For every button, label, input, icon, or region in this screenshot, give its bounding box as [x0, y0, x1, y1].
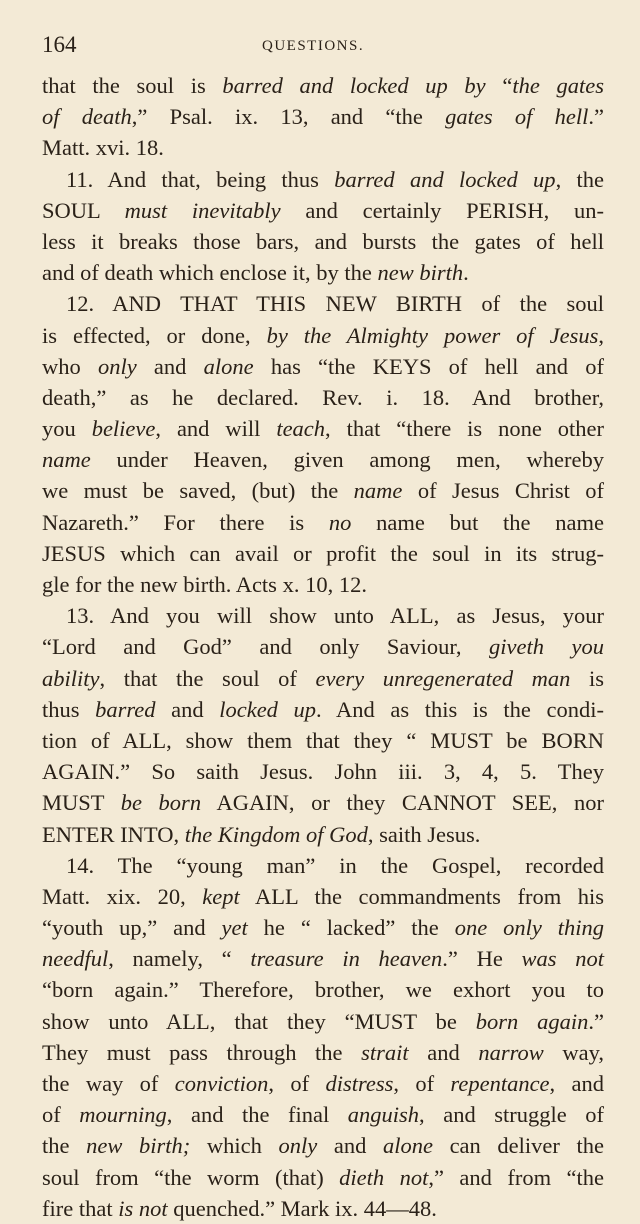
text-line: JESUS which can avail or profit the soul in its strug-: [42, 540, 604, 566]
text-line: of mourning, and the final anguish, and struggle of: [42, 1102, 604, 1128]
text-line: and of death which enclose it, by the new birth.: [42, 260, 469, 286]
text-line: ability, that the soul of every unregenerated man is: [42, 665, 604, 691]
running-head: QUESTIONS.: [262, 38, 365, 54]
text-line: Matt. xvi. 18.: [42, 135, 164, 161]
text-line: “youth up,” and yet he “ lacked” the one only thing: [42, 915, 604, 941]
text-line: thus barred and locked up. And as this is the condi-: [42, 696, 604, 722]
text-line: fire that is not quenched.” Mark ix. 44—48.: [42, 1195, 437, 1221]
text-line: MUST be born AGAIN, or they CANNOT SEE, nor: [42, 790, 605, 816]
text-line: less it breaks those bars, and bursts the gates of hell: [42, 228, 604, 254]
text-line: name under Heaven, given among men, whereby: [42, 447, 604, 473]
text-line: you believe, and will teach, that “there is none other: [42, 416, 605, 442]
text-line: 14. The “young man” in the Gospel, recorded: [66, 852, 604, 878]
text-line: “Lord and God” and only Saviour, giveth you: [42, 634, 604, 660]
text-line: AGAIN.” So saith Jesus. John iii. 3, 4, 5. They: [42, 759, 604, 785]
page-number: 164: [42, 32, 77, 57]
text-line: SOUL must inevitably and certainly PERISH, un-: [42, 197, 604, 223]
text-line: “born again.” Therefore, brother, we exhort you to: [42, 977, 604, 1003]
text-line: is effected, or done, by the Almighty power of Jesus,: [42, 322, 604, 348]
text-line: 11. And that, being thus barred and locked up, the: [66, 166, 604, 192]
text-line: the way of conviction, of distress, of repentance, and: [42, 1071, 604, 1096]
text-line: who only and alone has “the KEYS of hell and of: [42, 353, 605, 379]
text-line: Nazareth.” For there is no name but the name: [42, 509, 604, 535]
text-line: They must pass through the strait and narrow way,: [42, 1039, 604, 1065]
text-line: tion of ALL, show them that they “ MUST be BORN: [42, 727, 604, 753]
text-line: show unto ALL, that they “MUST be born again.”: [42, 1008, 604, 1034]
text-line: Matt. xix. 20, kept ALL the commandments from his: [42, 883, 604, 909]
text-line: 12. AND THAT THIS NEW BIRTH of the soul: [66, 291, 604, 317]
text-line: the new birth; which only and alone can deliver the: [42, 1133, 604, 1159]
text-line: soul from “the worm (that) dieth not,” and from “the: [42, 1164, 605, 1190]
text-line: death,” as he declared. Rev. i. 18. And brother,: [42, 384, 604, 410]
page-header: [42, 30, 604, 70]
text-line: needful, namely, “ treasure in heaven.” He was not: [42, 946, 604, 972]
body-text: [42, 70, 604, 1224]
text-line: of death,” Psal. ix. 13, and “the gates of hell.”: [42, 104, 604, 130]
text-line: we must be saved, (but) the name of Jesus Christ of: [42, 478, 604, 504]
text-line: gle for the new birth. Acts x. 10, 12.: [42, 572, 367, 597]
text-line: ENTER INTO, the Kingdom of God, saith Jesus.: [42, 821, 481, 847]
text-line: that the soul is barred and locked up by “the gates: [42, 73, 604, 98]
text-line: 13. And you will show unto ALL, as Jesus, your: [66, 603, 604, 629]
